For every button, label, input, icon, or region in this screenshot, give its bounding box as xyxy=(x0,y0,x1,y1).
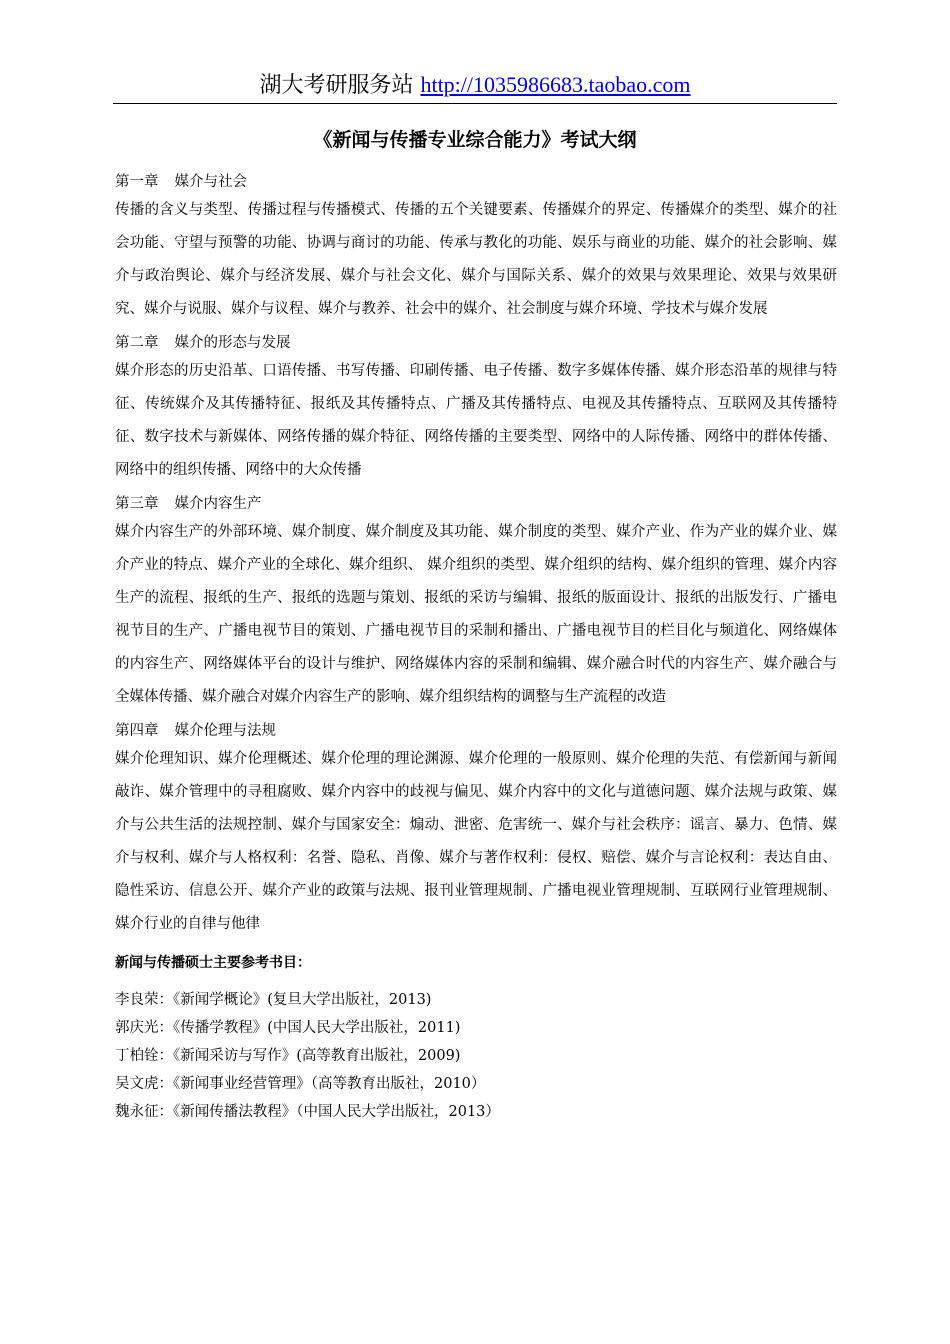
header-divider xyxy=(113,103,837,104)
chapter-1 xyxy=(115,170,837,326)
reference-item: 李良荣：《新闻学概论》(复旦大学出版社，2013) xyxy=(115,992,432,1008)
reference-list xyxy=(115,986,837,1126)
site-link[interactable]: http://1035986683.taobao.com xyxy=(420,72,691,97)
chapter-body: 媒介伦理知识、媒介伦理概述、媒介伦理的理论渊源、媒介伦理的一般原则、媒介伦理的失范、有偿新闻与新闻敲诈、媒介管理中的寻租腐败、媒介内容中的歧视与偏见、媒介内容中的文化与道德问题、媒介法规与政策、媒介与公共生活的法规控制、媒介与国家安全：煽动、泄密、危害统一、媒介与社会秩序：谣言、暴力、色情、媒介与权利、媒介与人格权利：名誉、隐私、肖像、媒介与著作权利：侵权、赔偿、媒介与言论权利：表达自由、隐性采访、信息公开、媒介产业的政策与法规、报刊业管理规制、广播电视业管理规制、互联网行业管理规制、媒介行业的自律与他律 xyxy=(115,751,837,932)
chapter-4 xyxy=(115,719,837,941)
chapter-number: 第三章 xyxy=(115,496,159,512)
document-title: 《新闻与传播专业综合能力》考试大纲 xyxy=(313,129,637,151)
chapter-heading xyxy=(115,492,837,516)
references-section xyxy=(115,949,837,1126)
site-name: 湖大考研服务站 xyxy=(259,73,414,98)
reference-item: 吴文虎：《新闻事业经营管理》（高等教育出版社，2010） xyxy=(115,1076,486,1092)
chapter-title: 媒介与社会 xyxy=(174,174,247,190)
page-header xyxy=(113,70,837,101)
references-title: 新闻与传播硕士主要参考书目： xyxy=(115,955,311,971)
reference-item: 郭庆光：《传播学教程》(中国人民大学出版社，2011) xyxy=(115,1020,461,1036)
chapter-number: 第二章 xyxy=(115,335,159,351)
chapter-heading xyxy=(115,719,837,743)
chapter-heading xyxy=(115,170,837,194)
chapter-title: 媒介内容生产 xyxy=(174,496,262,512)
chapter-3 xyxy=(115,492,837,714)
chapter-number: 第一章 xyxy=(115,174,159,190)
chapter-number: 第四章 xyxy=(115,723,159,739)
reference-item: 魏永征：《新闻传播法教程》（中国人民大学出版社，2013） xyxy=(115,1104,500,1120)
chapter-heading xyxy=(115,331,837,355)
reference-item: 丁柏铨：《新闻采访与写作》(高等教育出版社，2009) xyxy=(115,1048,461,1064)
document-content xyxy=(115,170,837,1126)
chapter-2 xyxy=(115,331,837,487)
chapter-title: 媒介的形态与发展 xyxy=(174,335,291,351)
chapter-body: 传播的含义与类型、传播过程与传播模式、传播的五个关键要素、传播媒介的界定、传播媒介的类型、媒介的社会功能、守望与预警的功能、协调与商讨的功能、传承与教化的功能、娱乐与商业的功能、媒介的社会影响、媒介与政治舆论、媒介与经济发展、媒介与社会文化、媒介与国际关系、媒介的效果与效果理论、效果与效果研究、媒介与说服、媒介与议程、媒介与教养、社会中的媒介、社会制度与媒介环境、学技术与媒介发展 xyxy=(115,202,837,317)
chapter-title: 媒介伦理与法规 xyxy=(174,723,276,739)
chapter-body: 媒介形态的历史沿革、口语传播、书写传播、印刷传播、电子传播、数字多媒体传播、媒介形态沿革的规律与特征、传统媒介及其传播特征、报纸及其传播特点、广播及其传播特点、电视及其传播特点、互联网及其传播特征、数字技术与新媒体、网络传播的媒介特征、网络传播的主要类型、网络中的人际传播、网络中的群体传播、网络中的组织传播、网络中的大众传播 xyxy=(115,363,837,478)
chapter-body: 媒介内容生产的外部环境、媒介制度、媒介制度及其功能、媒介制度的类型、媒介产业、作为产业的媒介业、媒介产业的特点、媒介产业的全球化、媒介组织、 媒介组织的类型、媒介组织的结构、媒介组织的管理、媒介内容生产的流程、报纸的生产、报纸的选题与策划、报纸的采访与编辑、报纸的版面设计、报纸的出版发行、广播电视节目的生产、广播电视节目的策划、广播电视节目的采制和播出、广播电视节目的栏目化与频道化、网络媒体的内容生产、网络媒体平台的设计与维护、网络媒体内容的采制和编辑、媒介融合时代的内容生产、媒介融合与全媒体传播、媒介融合对媒介内容生产的影响、媒介组织结构的调整与生产流程的改造 xyxy=(115,524,837,705)
